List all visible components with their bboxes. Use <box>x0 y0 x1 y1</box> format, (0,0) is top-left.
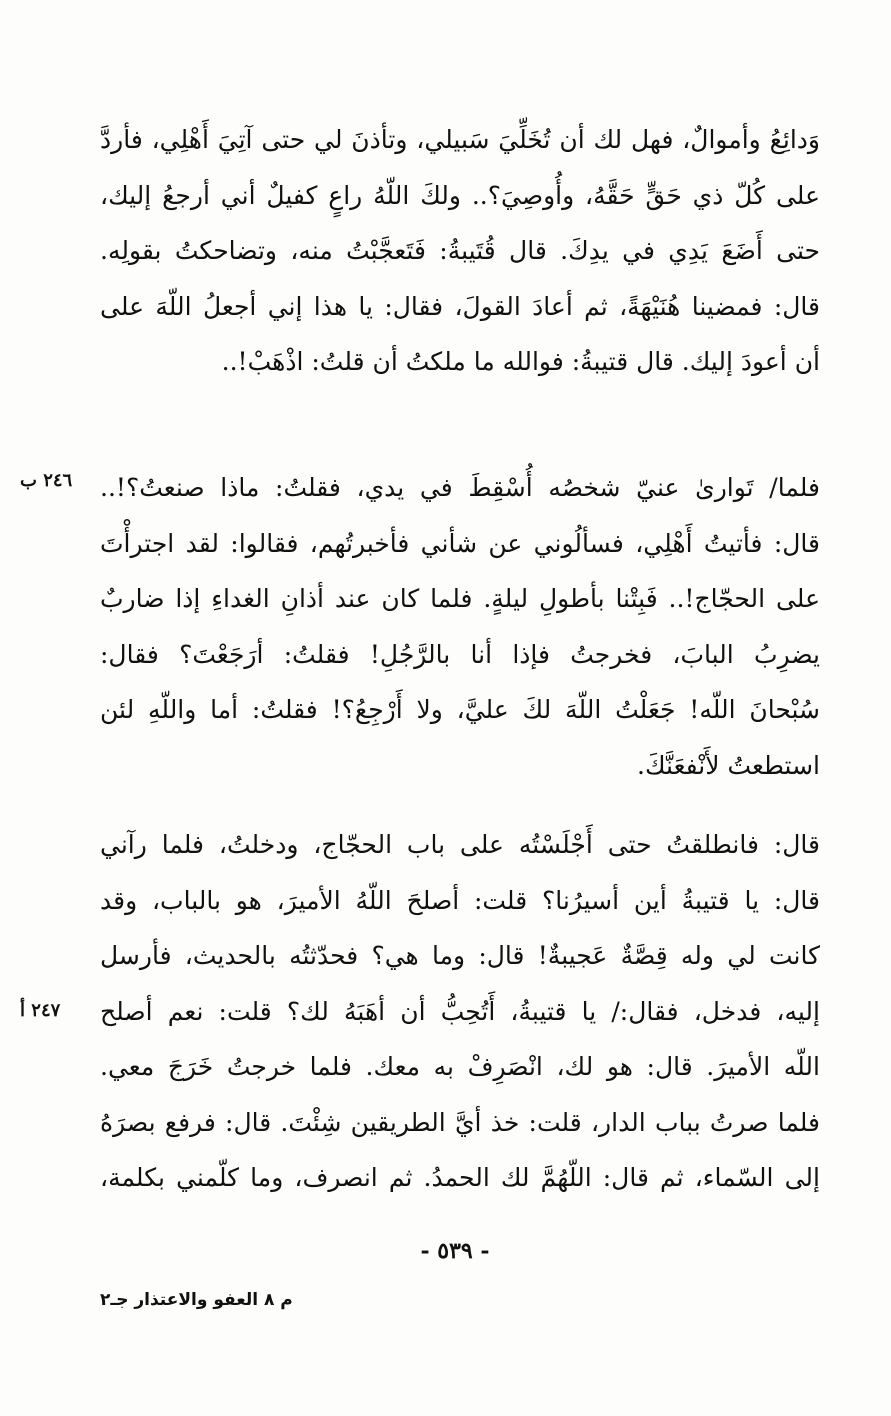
text-line: استطعتُ لأَنْفعَنَّكَ. <box>637 750 820 780</box>
paragraph-3 <box>100 817 820 1206</box>
paragraph-1 <box>100 112 820 390</box>
text-line: على الحجّاج!.. فَبِتْنا بأطولِ ليلةٍ. فلما كان عند أذانِ الغداءِ إذا ضاربٌ <box>100 584 820 613</box>
text-line: على كُلّ ذي حَقٍّ حَقَّهُ، وأُوصِيَ؟.. ولكَ اللّهُ راعٍ كفيلٌ أني أرجعُ إليك، <box>100 180 820 210</box>
footer-signature: م ٨ العفو والاعتذار جـ٢ <box>100 1290 293 1310</box>
page-number: - ٥٣٩ - <box>420 1238 490 1264</box>
text-line: حتى أَضَعَ يَدِي في يدِكَ. قال قُتَيبةُ: فَتَعجَّبْتُ منه، وتضاحكتُ بقولِه. <box>100 236 820 265</box>
margin-folio-reference: ٢٤٦ ب <box>20 470 73 491</box>
text-line: فلما صرتُ بباب الدار، قلت: خذ أيَّ الطريقين شِئْتَ. قال: فرفع بصرَهُ <box>100 1107 820 1137</box>
text-line: سُبْحانَ اللّه! جَعَلْتُ اللّهَ لكَ عليَّ، ولا أَرْجِعُ؟! فقلتُ: أما واللّهِ لئن <box>100 695 820 724</box>
text-line: قال: يا قتيبةُ أين أسيرُنا؟ قلت: أصلحَ اللّهُ الأميرَ، هو بالباب، وقد <box>100 885 820 915</box>
text-line: قال: فأتيتُ أَهْلِي، فسألُوني عن شأني فأخبرتُهم، فقالوا: لقد اجترأْتَ <box>100 528 820 558</box>
text-line: قال: فانطلقتُ حتى أَجْلَسْتُه على باب الحجّاج، ودخلتُ، فلما رآني <box>100 830 820 859</box>
text-line: أن أعودَ إليك. قال قتيبةُ: فوالله ما ملكتُ أن قلتُ: اذْهَبْ!.. <box>221 347 820 376</box>
text-line: إليه، فدخل، فقال:/ يا قتيبةُ، أَتُحِبُّ أن أهَبَهُ لك؟ قلت: نعم أصلح <box>100 996 820 1026</box>
text-line: إلى السّماء، ثم قال: اللّهُمَّ لك الحمدُ. ثم انصرف، وما كلّمني بكلمة، <box>100 1163 820 1192</box>
text-line: يضرِبُ البابَ، فخرجتُ فإذا أنا بالرَّجُلِ! فقلتُ: أرَجَعْتَ؟ فقال: <box>100 639 820 669</box>
margin-folio-reference: ٢٤٧ أ <box>20 1000 61 1021</box>
text-line: قال: فمضينا هُنَيْهَةً، ثم أعادَ القولَ، فقال: يا هذا إني أجعلُ اللّهَ على <box>100 291 820 321</box>
text-line: فلما/ تَوارىٰ عنيّ شخصُه أُسْقِطَ في يدي، فقلتُ: ماذا صنعتُ؟!.. <box>100 473 820 502</box>
paragraph-2 <box>100 460 820 793</box>
text-line: وَدائِعُ وأموالٌ، فهل لك أن تُخَلِّيَ سَبيلي، وتأذنَ لي حتى آتِيَ أَهْلِي، فأردَّ <box>100 125 820 154</box>
text-line: اللّه الأميرَ. قال: هو لك، انْصَرِفْ به معك. فلما خرجتُ خَرَجَ معي. <box>100 1052 820 1081</box>
text-line: كانت لي وله قِصَّةٌ عَجيبةٌ! قال: وما هي؟ فحدّثتُه بالحديث، فأرسل <box>100 941 820 970</box>
